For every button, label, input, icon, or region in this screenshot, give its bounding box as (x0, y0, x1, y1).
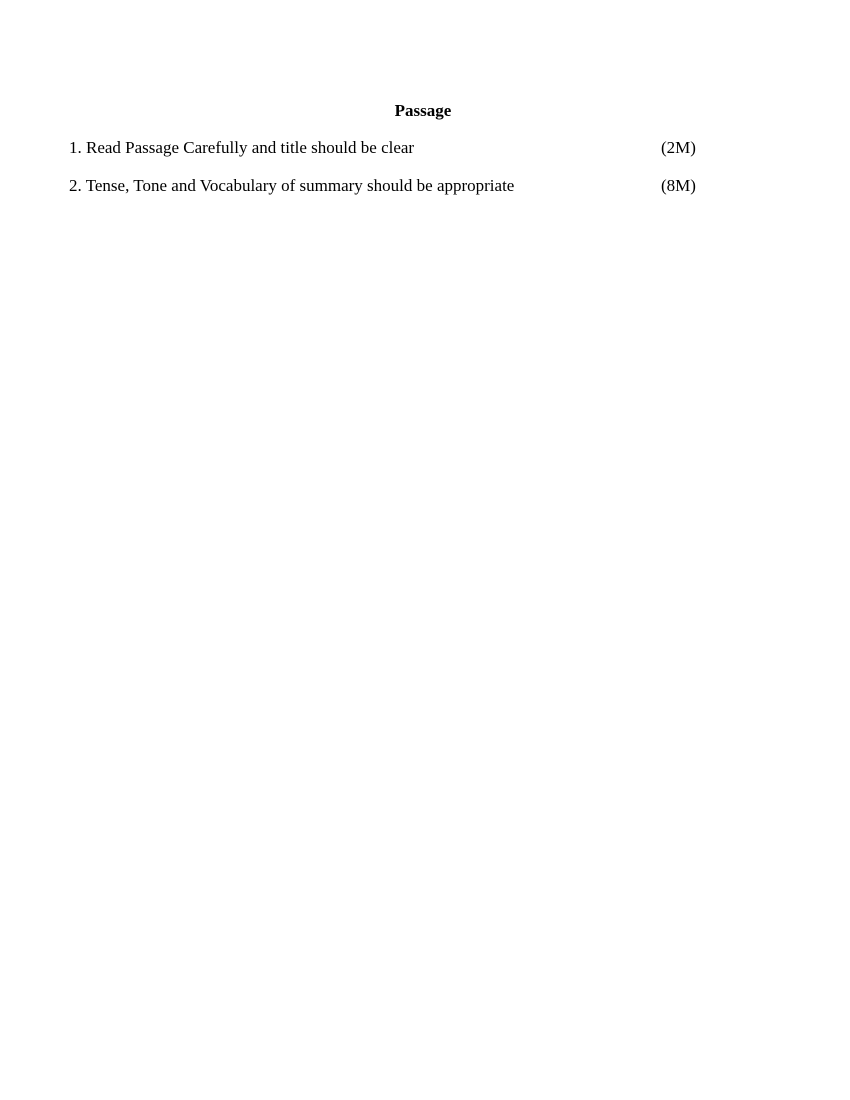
criterion-text: 1. Read Passage Carefully and title should be clear (69, 138, 415, 157)
section-heading: Passage (394, 101, 452, 120)
marking-criterion (69, 175, 709, 197)
criterion-marks: (8M) (661, 176, 696, 195)
criterion-marks: (2M) (661, 138, 696, 157)
criterion-text: 2. Tense, Tone and Vocabulary of summary should be appropriate (69, 176, 515, 195)
marking-criterion (69, 137, 709, 159)
